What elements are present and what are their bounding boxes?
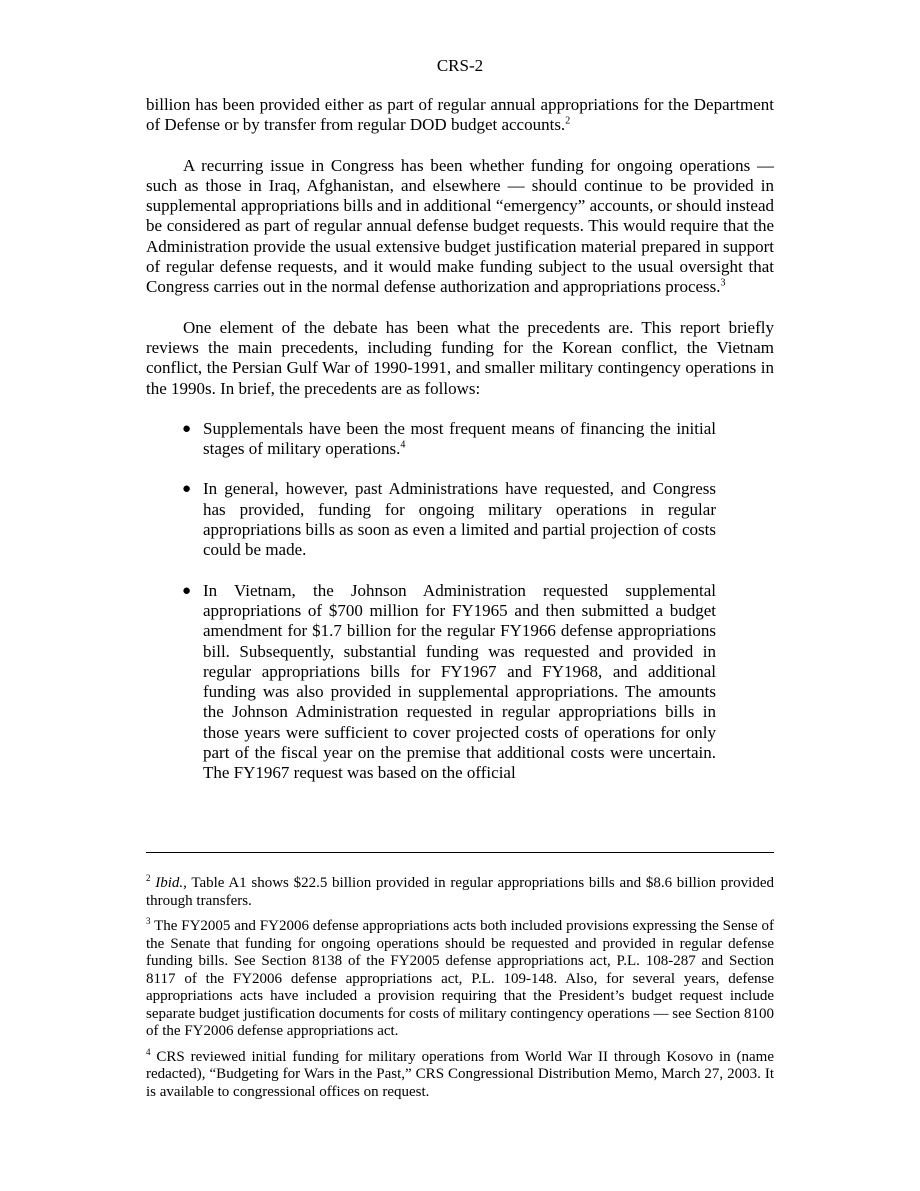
paragraph-precedents [146, 318, 774, 399]
footnotes [146, 875, 774, 1109]
body-text [146, 95, 774, 784]
footnote-text: , Table A1 shows $22.5 billion provided in regular appropriations bills and $8.6 billion provided through transfers. [146, 875, 774, 909]
bullet-dot-icon: ● [182, 481, 192, 498]
list-item [182, 580, 716, 784]
list-item-text: Supplementals have been the most frequent means of financing the initial stages of military operations. [203, 418, 716, 459]
footnote-2 [146, 875, 774, 910]
footnote-ref[interactable]: 3 [720, 277, 726, 289]
list-item-text: In Vietnam, the Johnson Administration requested supplemental appropriations of $700 million for FY1965 and then submitted a budget amendment for $1.7 billion for the regular FY1966 defense appropriations bill. Subsequently, substantial funding was requested and provided in regular appropriations bills for FY1967 and FY1968, and additional funding was also provided in supplemental appropriations. The amounts the Johnson Administration requested in regular appropriations bills in those years were sufficient to cover projected costs of operations for only part of the fiscal year on the premise that additional costs were uncertain. The FY1967 request was based on the official [203, 580, 716, 783]
footnote-number: 4 [146, 1046, 151, 1057]
footnote-number: 2 [146, 873, 151, 883]
footnote-divider [146, 852, 774, 853]
page-header: CRS-2 [436, 56, 484, 75]
bullet-dot-icon: ● [182, 582, 192, 599]
footnote-ref[interactable]: 4 [400, 439, 406, 451]
footnote-number: 3 [146, 916, 151, 926]
footnote-text: The FY2005 and FY2006 defense appropriations acts both included provisions expressing the Sense of the Senate that funding for ongoing operations should be requested and provided in regular defense funding bills. See Section 8138 of the FY2005 defense appropriations act, P.L. 108-287 and Section 8117 of the FY2006 defense appropriations act, P.L. 109-148. Also, for several years, defense appropriations acts have included a provision requiring that the President’s budget request include separate budget justification documents for costs of military contingency operations — see Section 8100 of the FY2006 defense appropriations act. [146, 918, 774, 1039]
list-item [182, 479, 716, 560]
paragraph-text: A recurring issue in Congress has been whether funding for ongoing operations — such as those in Iraq, Afghanistan, and elsewhere — should continue to be provided in supplemental appropriations bills and in additional “emergency” accounts, or should instead be considered as part of regular annual defense budget requests. This would require that the Administration provide the usual extensive budget justification material prepared in support of regular defense requests, and it would make funding subject to the usual oversight that Congress carries out in the normal defense authorization and appropriations process. [146, 155, 774, 297]
precedents-list [146, 419, 716, 784]
footnote-ref[interactable]: 2 [565, 115, 571, 127]
bullet-dot-icon: ● [182, 420, 192, 437]
paragraph-recurring-issue [146, 156, 774, 298]
paragraph-continuation [146, 95, 774, 136]
footnote-text: CRS reviewed initial funding for military operations from World War II through Kosovo in (name redacted), “Budgeting for Wars in the Past,” CRS Congressional Distribution Memo, March 27, 2003. It is available to congressional offices on request. [146, 1048, 774, 1100]
list-item-text: In general, however, past Administrations have requested, and Congress has provided, funding for ongoing military operations in regular appropriations bills as soon as even a limited and partial projection of costs could be made. [203, 479, 716, 560]
list-item [182, 418, 716, 460]
paragraph-text: billion has been provided either as part of regular annual appropriations for the Department of Defense or by transfer from regular DOD budget accounts. [146, 95, 774, 135]
paragraph-text: One element of the debate has been what the precedents are. This report briefly reviews the main precedents, including funding for the Korean conflict, the Vietnam conflict, the Persian Gulf War of 1990-1991, and smaller military contingency operations in the 1990s. In brief, the precedents are as follows: [146, 317, 774, 398]
footnote-4 [146, 1046, 774, 1102]
footnote-italic-lead: Ibid. [155, 875, 184, 891]
footnote-3 [146, 918, 774, 1041]
